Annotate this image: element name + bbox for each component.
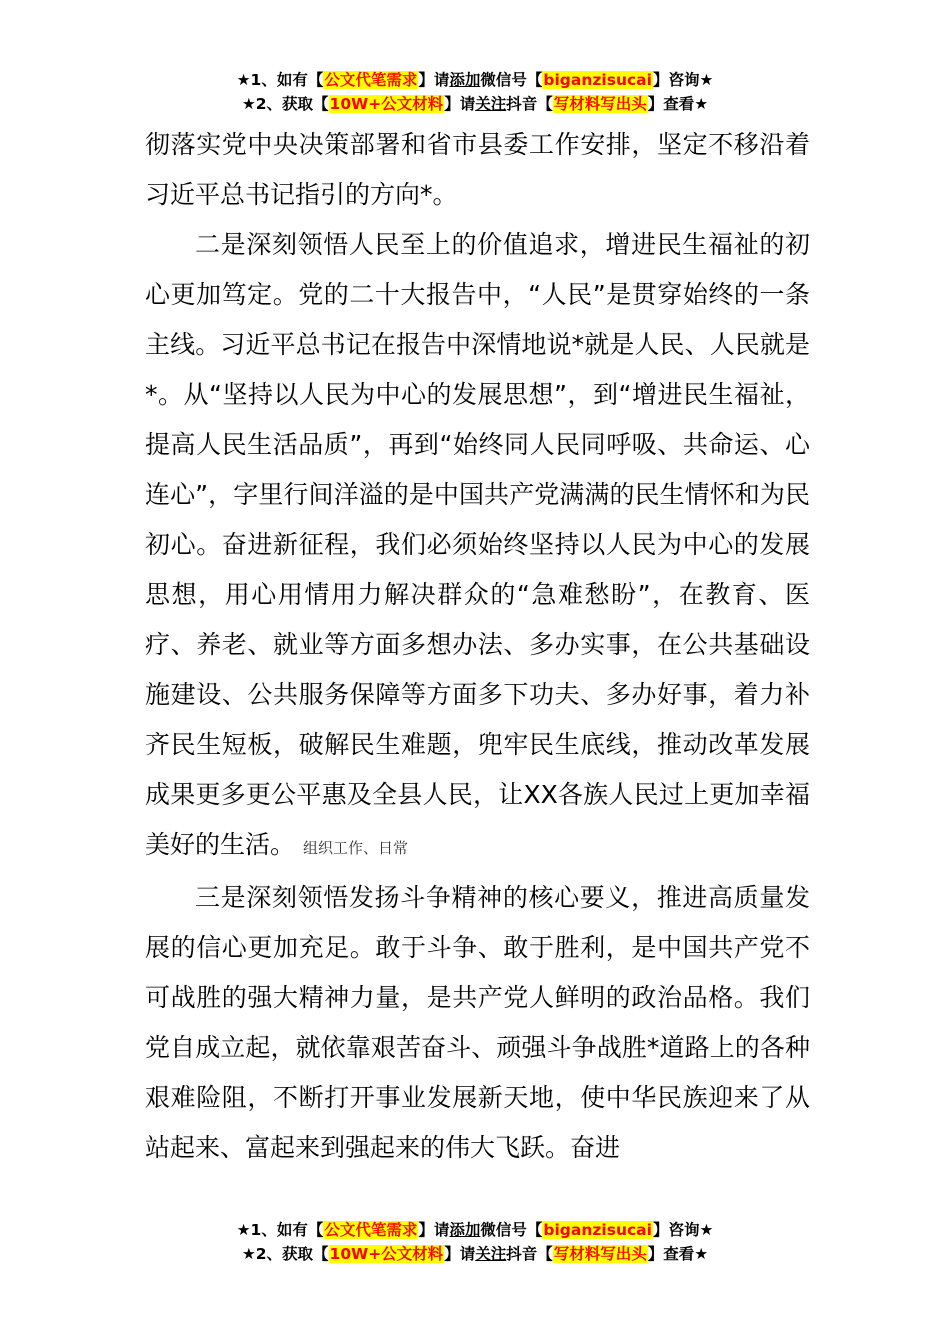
banner-text: 微信号【 xyxy=(480,1221,543,1239)
banner-highlight: biganzisucai xyxy=(543,71,652,89)
banner-underline: 关注 xyxy=(475,95,507,113)
banner-underline: 关注 xyxy=(475,1245,507,1263)
banner-text: 】请 xyxy=(418,71,450,89)
banner-highlight: 写材料写出头 xyxy=(553,95,647,113)
banner-line-1 xyxy=(0,1218,950,1242)
banner-highlight: 10W+公文材料 xyxy=(329,1245,444,1263)
banner-highlight: 公文代笔需求 xyxy=(324,71,418,89)
banner-highlight: 公文代笔需求 xyxy=(324,1221,418,1239)
banner-text: ★2、获取【 xyxy=(241,1245,329,1263)
banner-line-2 xyxy=(0,1242,950,1266)
paragraph-struggle-spirit: 三是深刻领悟发扬斗争精神的核心要义，推进高质量发展的信心更加充足。敢于斗争、敢于胜利，是中国共产党不可战胜的强大精神力量，是共产党人鲜明的政治品格。我们党自成立起，就依靠艰苦奋斗、顽强斗争战胜*道路上的各种艰难险阻，不断打开事业发展新天地，使中华民族迎来了从站起来、富起来到强起来的伟大飞跃。奋进 xyxy=(145,883,810,1162)
banner-text: 】咨询★ xyxy=(652,1221,714,1239)
paragraph-continuation: 彻落实党中央决策部署和省市县委工作安排，坚定不移沿着习近平总书记指引的方向*。 xyxy=(145,130,810,209)
document-body xyxy=(145,120,810,1173)
banner-text: 】查看★ xyxy=(647,95,709,113)
banner-text: ★1、如有【 xyxy=(236,71,324,89)
banner-line-2 xyxy=(0,92,950,116)
banner-line-1 xyxy=(0,68,950,92)
banner-text: 抖音【 xyxy=(506,95,553,113)
banner-text: 】查看★ xyxy=(647,1245,709,1263)
banner-text: 微信号【 xyxy=(480,71,543,89)
banner-text: 】请 xyxy=(418,1221,450,1239)
header-banner xyxy=(0,68,950,116)
margin-note: 组织工作、日常 xyxy=(302,839,408,857)
banner-text: ★2、获取【 xyxy=(241,95,329,113)
footer-banner xyxy=(0,1218,950,1266)
banner-underline: 添加 xyxy=(449,71,481,89)
banner-text: 】请 xyxy=(444,1245,476,1263)
paragraph-text: 二是深刻领悟人民至上的价值追求，增进民生福祉的初心更加笃定。党的二十大报告中，“人民”是贯穿始终的一条主线。习近平总书记在报告中深情地说*就是人民、人民就是*。从“坚持以人民为中心的发展思想”，到“增进民生福祉，提高人民生活品质”，再到“始终同人民同呼吸、共命运、心连心”，字里行间洋溢的是中国共产党满满的民生情怀和为民初心。奋进新征程，我们必须始终坚持以人民为中心的发展思想，用心用情用力解决群众的“急难愁盼”，在教育、医疗、养老、就业等方面多想办法、多办实事，在公共基础设施建设、公共服务保障等方面多下功夫、多办好事，着力补齐民生短板，破解民生难题，兜牢民生底线，推动改革发展成果更多更公平惠及全县人民，让XX各族人民过上更加幸福美好的生活。 xyxy=(145,230,810,859)
banner-text: 】咨询★ xyxy=(652,71,714,89)
banner-text: 抖音【 xyxy=(506,1245,553,1263)
banner-text: ★1、如有【 xyxy=(236,1221,324,1239)
paragraph-people-first xyxy=(145,220,810,873)
banner-text: 】请 xyxy=(444,95,476,113)
banner-highlight: 10W+公文材料 xyxy=(329,95,444,113)
banner-highlight: 写材料写出头 xyxy=(553,1245,647,1263)
banner-highlight: biganzisucai xyxy=(543,1221,652,1239)
banner-underline: 添加 xyxy=(449,1221,481,1239)
